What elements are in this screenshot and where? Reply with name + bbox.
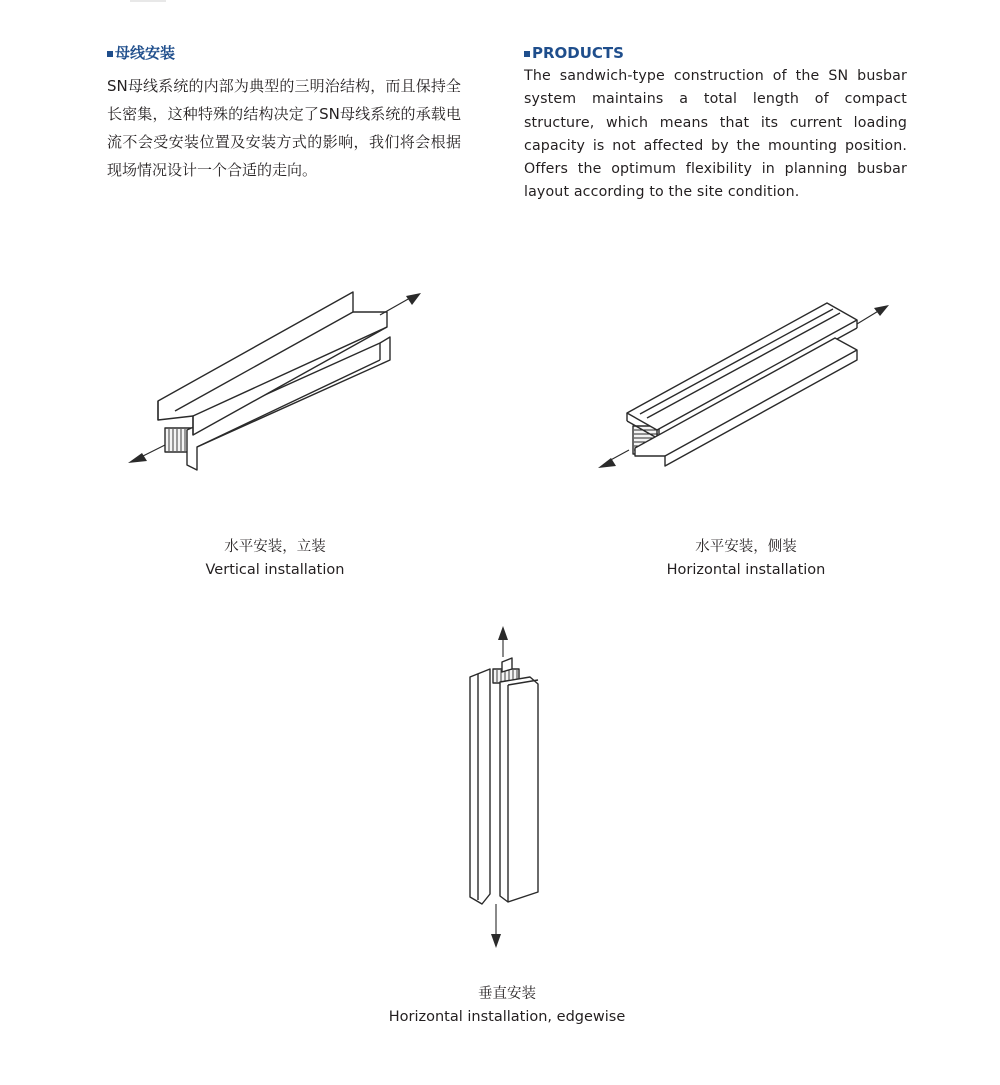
busbar-vertical-icon (460, 622, 550, 952)
caption-en: Horizontal installation (666, 562, 826, 578)
bullet-square-icon (107, 51, 113, 57)
figure-caption-2 (636, 536, 856, 582)
caption-en: Vertical installation (205, 562, 345, 578)
caption-cn: 垂直安装 (478, 986, 536, 1002)
caption-cn: 水平安装，立装 (224, 539, 326, 555)
busbar-upright-illustration (125, 285, 425, 470)
caption-cn: 水平安装，侧装 (695, 539, 797, 555)
bullet-square-icon (524, 51, 530, 57)
heading-cn-text: 母线安装 (115, 44, 176, 62)
section-heading-cn (107, 44, 175, 62)
busbar-flat-icon (595, 298, 895, 478)
figure-caption-3 (357, 983, 657, 1029)
busbar-vertical-illustration (460, 622, 550, 952)
description-en: The sandwich-type construction of the SN busbar system maintains a total length of compact structure, which means that its current loading capacity is not affected by the mounting position. Offers the optimum flexibility in planning busbar layout according to the site condition. (524, 68, 907, 201)
heading-en-text: PRODUCTS (532, 44, 624, 62)
busbar-upright-icon (125, 285, 425, 470)
caption-en: Horizontal installation, edgewise (388, 1009, 626, 1025)
figure-caption-1 (175, 536, 375, 582)
busbar-flat-illustration (595, 298, 895, 478)
section-heading-en (524, 44, 624, 62)
description-cn: SN母线系统的内部为典型的三明治结构，而且保持全长密集，这种特殊的结构决定了SN母线系统的承载电流不会受安装位置及安装方式的影响，我们将会根据现场情况设计一个合适的走向。 (107, 77, 461, 179)
top-divider (130, 0, 166, 2)
